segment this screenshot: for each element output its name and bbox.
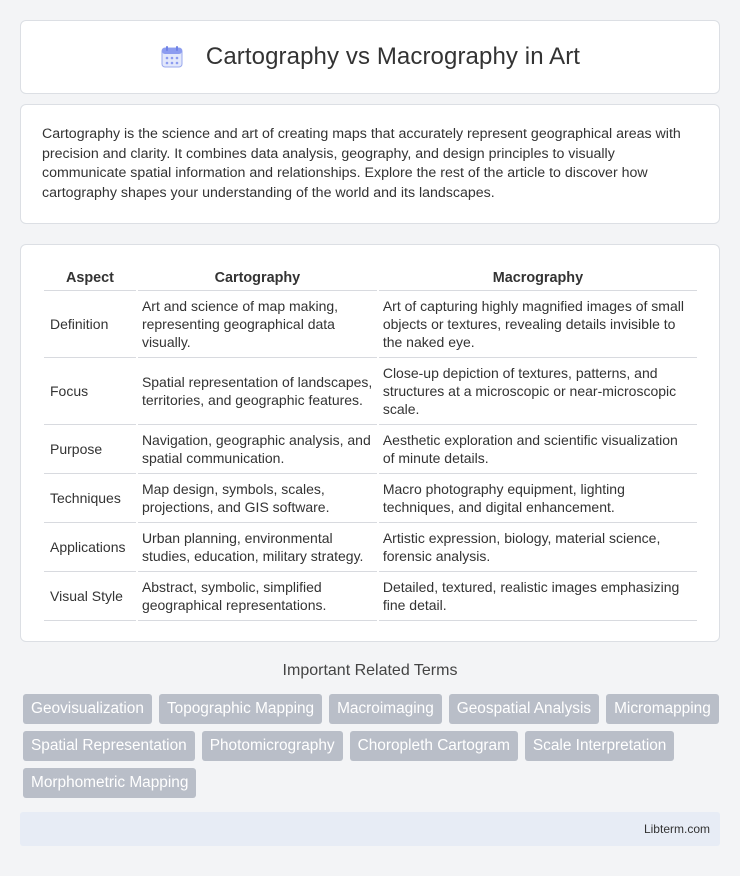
table-row [44, 523, 697, 572]
aspect-cell: Applications [44, 523, 136, 572]
tag-geospatial-analysis[interactable]: Geospatial Analysis [449, 694, 599, 724]
column-header-cartography: Cartography [138, 265, 377, 291]
aspect-cell: Visual Style [44, 572, 136, 621]
table-row [44, 358, 697, 425]
tag-geovisualization[interactable]: Geovisualization [23, 694, 152, 724]
table-row [44, 572, 697, 621]
cartography-cell: Art and science of map making, representing geographical data visually. [138, 291, 377, 358]
cartography-cell: Abstract, symbolic, simplified geographical representations. [138, 572, 377, 621]
aspect-cell: Focus [44, 358, 136, 425]
aspect-cell: Definition [44, 291, 136, 358]
related-terms-title: Important Related Terms [282, 662, 458, 679]
cartography-cell: Map design, symbols, scales, projections, and GIS software. [138, 474, 377, 523]
header-card [20, 20, 720, 94]
tag-choropleth-cartogram[interactable]: Choropleth Cartogram [350, 731, 518, 761]
macrography-cell: Aesthetic exploration and scientific visualization of minute details. [379, 425, 697, 474]
table-row [44, 425, 697, 474]
aspect-cell: Techniques [44, 474, 136, 523]
tag-photomicrography[interactable]: Photomicrography [202, 731, 343, 761]
footer-site-link[interactable]: Libterm.com [643, 822, 710, 836]
table-row [44, 474, 697, 523]
table-row [44, 291, 697, 358]
macrography-cell: Artistic expression, biology, material science, forensic analysis. [379, 523, 697, 572]
table-header-row [44, 265, 697, 291]
intro-card [20, 104, 720, 224]
column-header-aspect: Aspect [44, 265, 136, 291]
tag-macroimaging[interactable]: Macroimaging [329, 694, 442, 724]
comparison-card [20, 244, 720, 642]
cartography-cell: Navigation, geographic analysis, and spatial communication. [138, 425, 377, 474]
tag-spatial-representation[interactable]: Spatial Representation [23, 731, 195, 761]
calendar-icon [160, 45, 184, 69]
comparison-table [42, 265, 699, 621]
aspect-cell: Purpose [44, 425, 136, 474]
header [160, 43, 580, 71]
column-header-macrography: Macrography [379, 265, 697, 291]
tag-morphometric-mapping[interactable]: Morphometric Mapping [23, 768, 196, 798]
tag-topographic-mapping[interactable]: Topographic Mapping [159, 694, 322, 724]
macrography-cell: Detailed, textured, realistic images emphasizing fine detail. [379, 572, 697, 621]
cartography-cell: Spatial representation of landscapes, territories, and geographic features. [138, 358, 377, 425]
macrography-cell: Art of capturing highly magnified images of small objects or textures, revealing details invisible to the naked eye. [379, 291, 697, 358]
macrography-cell: Macro photography equipment, lighting techniques, and digital enhancement. [379, 474, 697, 523]
related-terms-list [23, 694, 723, 798]
page-title: Cartography vs Macrography in Art [205, 43, 581, 70]
intro-paragraph: Cartography is the science and art of creating maps that accurately represent geographical areas with precision and clarity. It combines data analysis, geography, and design principles to visually communicate spatial information and relationships. Explore the rest of the article to discover how cartography shapes your understanding of the world and its landscapes. [42, 126, 681, 201]
footer [20, 812, 720, 846]
tag-scale-interpretation[interactable]: Scale Interpretation [525, 731, 674, 761]
tag-micromapping[interactable]: Micromapping [606, 694, 719, 724]
cartography-cell: Urban planning, environmental studies, education, military strategy. [138, 523, 377, 572]
macrography-cell: Close-up depiction of textures, patterns, and structures at a microscopic or near-microscopic scale. [379, 358, 697, 425]
